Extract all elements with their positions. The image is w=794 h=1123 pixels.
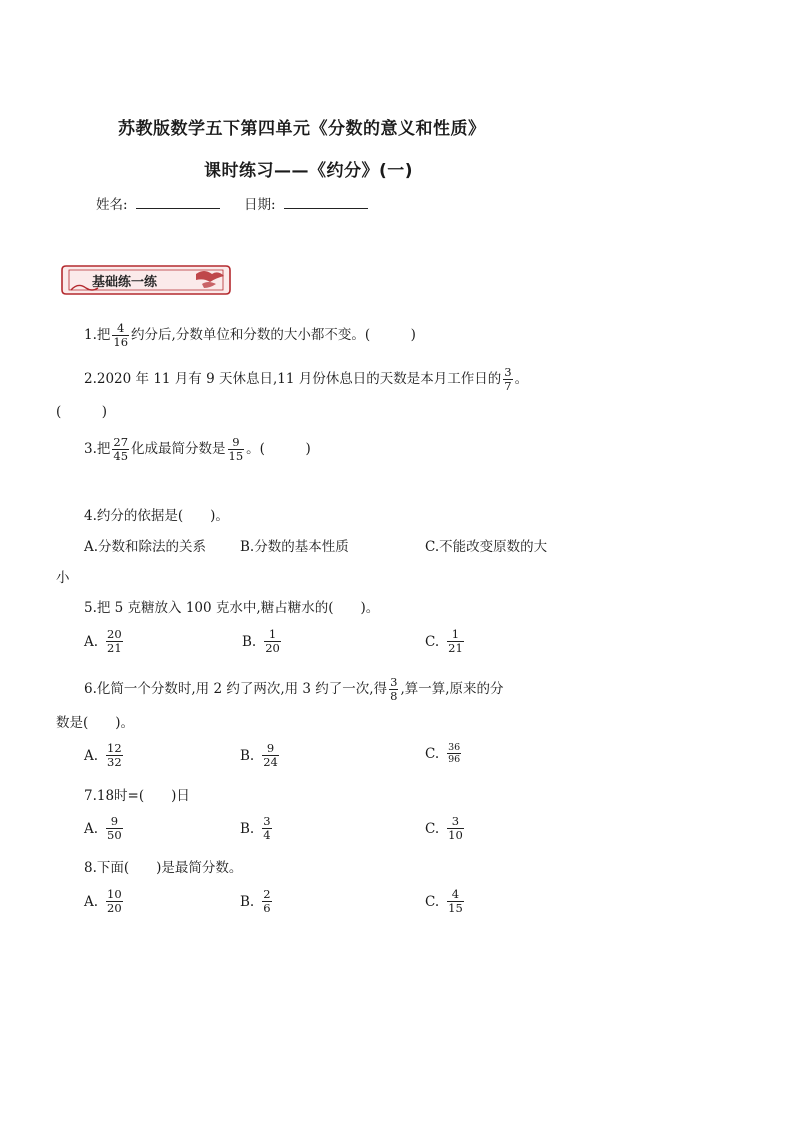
- name-blank[interactable]: [136, 194, 220, 209]
- q4-option-c[interactable]: C.不能改变原数的大: [425, 539, 548, 555]
- q5-c-fraction: [447, 628, 464, 655]
- q6-pre: 6.化简一个分数时,用 2 约了两次,用 3 约了一次,得: [84, 681, 388, 697]
- q1-fraction: [112, 322, 129, 349]
- q5-option-a[interactable]: [84, 628, 125, 655]
- q2-frac-num: 3: [504, 365, 512, 379]
- q6-cont: 数是( )。: [56, 715, 135, 731]
- q6-b-den: 24: [263, 755, 278, 769]
- q7-c-den: 10: [448, 828, 463, 842]
- question-3: [84, 436, 311, 463]
- q8-c-num: 4: [451, 887, 460, 901]
- q7-c-num: 3: [451, 814, 460, 828]
- q7-a-fraction: [106, 815, 123, 842]
- q4-option-a[interactable]: A.分数和除法的关系: [84, 539, 207, 555]
- q4-option-c-cont: 小: [56, 570, 70, 586]
- q8-a-label: A.: [84, 893, 99, 910]
- q8-a-fraction: [106, 888, 123, 915]
- q8-b-fraction: [262, 888, 271, 915]
- q6-frac-num: 3: [390, 675, 398, 689]
- date-field: [244, 194, 368, 215]
- question-7: 7.18时=( )日: [84, 788, 190, 804]
- q8-c-den: 15: [448, 901, 463, 915]
- question-2: [84, 366, 528, 393]
- q5-b-den: 20: [265, 641, 280, 655]
- q5-b-num: 1: [268, 627, 277, 641]
- q3-fraction-1: [112, 436, 129, 463]
- question-1: [84, 322, 416, 349]
- q3-frac2-num: 9: [232, 435, 240, 449]
- q2-post: 。: [514, 371, 529, 387]
- q8-c-label: C.: [425, 893, 440, 910]
- q6-option-b[interactable]: [240, 742, 281, 769]
- q5-a-fraction: [106, 628, 123, 655]
- q6-fraction: [389, 676, 398, 703]
- section-banner: [58, 262, 234, 298]
- q7-b-den: 4: [263, 828, 271, 842]
- q8-b-den: 6: [263, 901, 271, 915]
- q8-a-den: 20: [107, 901, 122, 915]
- q5-b-fraction: [264, 628, 281, 655]
- q6-a-label: A.: [84, 747, 99, 764]
- q6-b-num: 9: [266, 741, 275, 755]
- q8-b-label: B.: [240, 893, 255, 910]
- q7-b-num: 3: [263, 814, 271, 828]
- q3-frac2-den: 15: [228, 449, 244, 463]
- q8-option-a[interactable]: [84, 888, 125, 915]
- q7-option-c[interactable]: [425, 815, 466, 842]
- q7-b-fraction: [262, 815, 271, 842]
- q4-option-b[interactable]: B.分数的基本性质: [240, 539, 349, 555]
- q6-option-a[interactable]: [84, 742, 125, 769]
- q5-a-den: 21: [107, 641, 122, 655]
- q7-b-label: B.: [240, 820, 255, 837]
- question-5: 5.把 5 克糖放入 100 克水中,糖占糖水的( )。: [84, 600, 380, 616]
- question-8: 8.下面( )是最简分数。: [84, 860, 243, 876]
- q6-b-label: B.: [240, 747, 255, 764]
- q1-pre: 1.把: [84, 327, 111, 343]
- banner-label: 基础练一练: [92, 275, 158, 290]
- q7-c-label: C.: [425, 820, 440, 837]
- q6-option-c[interactable]: [425, 742, 463, 765]
- q2-frac-den: 7: [504, 379, 512, 393]
- q6-c-den: 96: [448, 754, 461, 765]
- q1-post: 约分后,分数单位和分数的大小都不变。( ): [131, 327, 416, 343]
- date-blank[interactable]: [284, 194, 368, 209]
- q3-pre: 3.把: [84, 441, 111, 457]
- q3-mid: 化成最简分数是: [131, 441, 226, 457]
- q6-post: ,算一算,原来的分: [400, 681, 504, 697]
- q6-a-den: 32: [107, 755, 122, 769]
- q6-c-num: 36: [448, 742, 461, 753]
- q5-option-c[interactable]: [425, 628, 466, 655]
- q8-option-c[interactable]: [425, 888, 466, 915]
- q5-c-label: C.: [425, 633, 440, 650]
- date-label: 日期:: [244, 197, 276, 213]
- q5-c-num: 1: [451, 627, 460, 641]
- q7-a-num: 9: [110, 814, 119, 828]
- name-field: [96, 194, 220, 215]
- q1-frac-den: 16: [113, 335, 129, 349]
- q7-c-fraction: [447, 815, 464, 842]
- q7-a-den: 50: [107, 828, 122, 842]
- q8-b-num: 2: [263, 887, 271, 901]
- q6-a-fraction: [106, 742, 123, 769]
- q8-a-num: 10: [107, 887, 122, 901]
- q3-fraction-2: [228, 436, 245, 463]
- q8-c-fraction: [447, 888, 464, 915]
- q3-frac1-den: 45: [113, 449, 129, 463]
- q6-frac-den: 8: [390, 689, 398, 703]
- q3-frac1-num: 27: [113, 435, 129, 449]
- q6-a-num: 12: [107, 741, 122, 755]
- q2-pre: 2.2020 年 11 月有 9 天休息日,11 月份休息日的天数是本月工作日的: [84, 371, 502, 387]
- q6-b-fraction: [262, 742, 279, 769]
- q8-option-b[interactable]: [240, 888, 274, 915]
- name-label: 姓名:: [96, 197, 128, 213]
- q3-post: 。( ): [246, 441, 311, 457]
- page-subtitle: 课时练习——《约分》(一): [204, 161, 414, 181]
- q7-a-label: A.: [84, 820, 99, 837]
- q2-answer-paren[interactable]: ( ): [56, 404, 108, 420]
- q5-a-num: 20: [107, 627, 122, 641]
- q5-a-label: A.: [84, 633, 99, 650]
- q5-c-den: 21: [448, 641, 463, 655]
- q5-b-label: B.: [242, 633, 257, 650]
- question-4: 4.约分的依据是( )。: [84, 508, 229, 524]
- page-title: 苏教版数学五下第四单元《分数的意义和性质》: [118, 119, 486, 139]
- q7-option-a[interactable]: [84, 815, 125, 842]
- q1-frac-num: 4: [117, 321, 125, 335]
- q6-c-label: C.: [425, 745, 440, 762]
- q7-option-b[interactable]: [240, 815, 274, 842]
- q6-c-fraction: [447, 742, 461, 765]
- q2-fraction: [503, 366, 512, 393]
- q5-option-b[interactable]: [242, 628, 283, 655]
- question-6: [84, 676, 504, 703]
